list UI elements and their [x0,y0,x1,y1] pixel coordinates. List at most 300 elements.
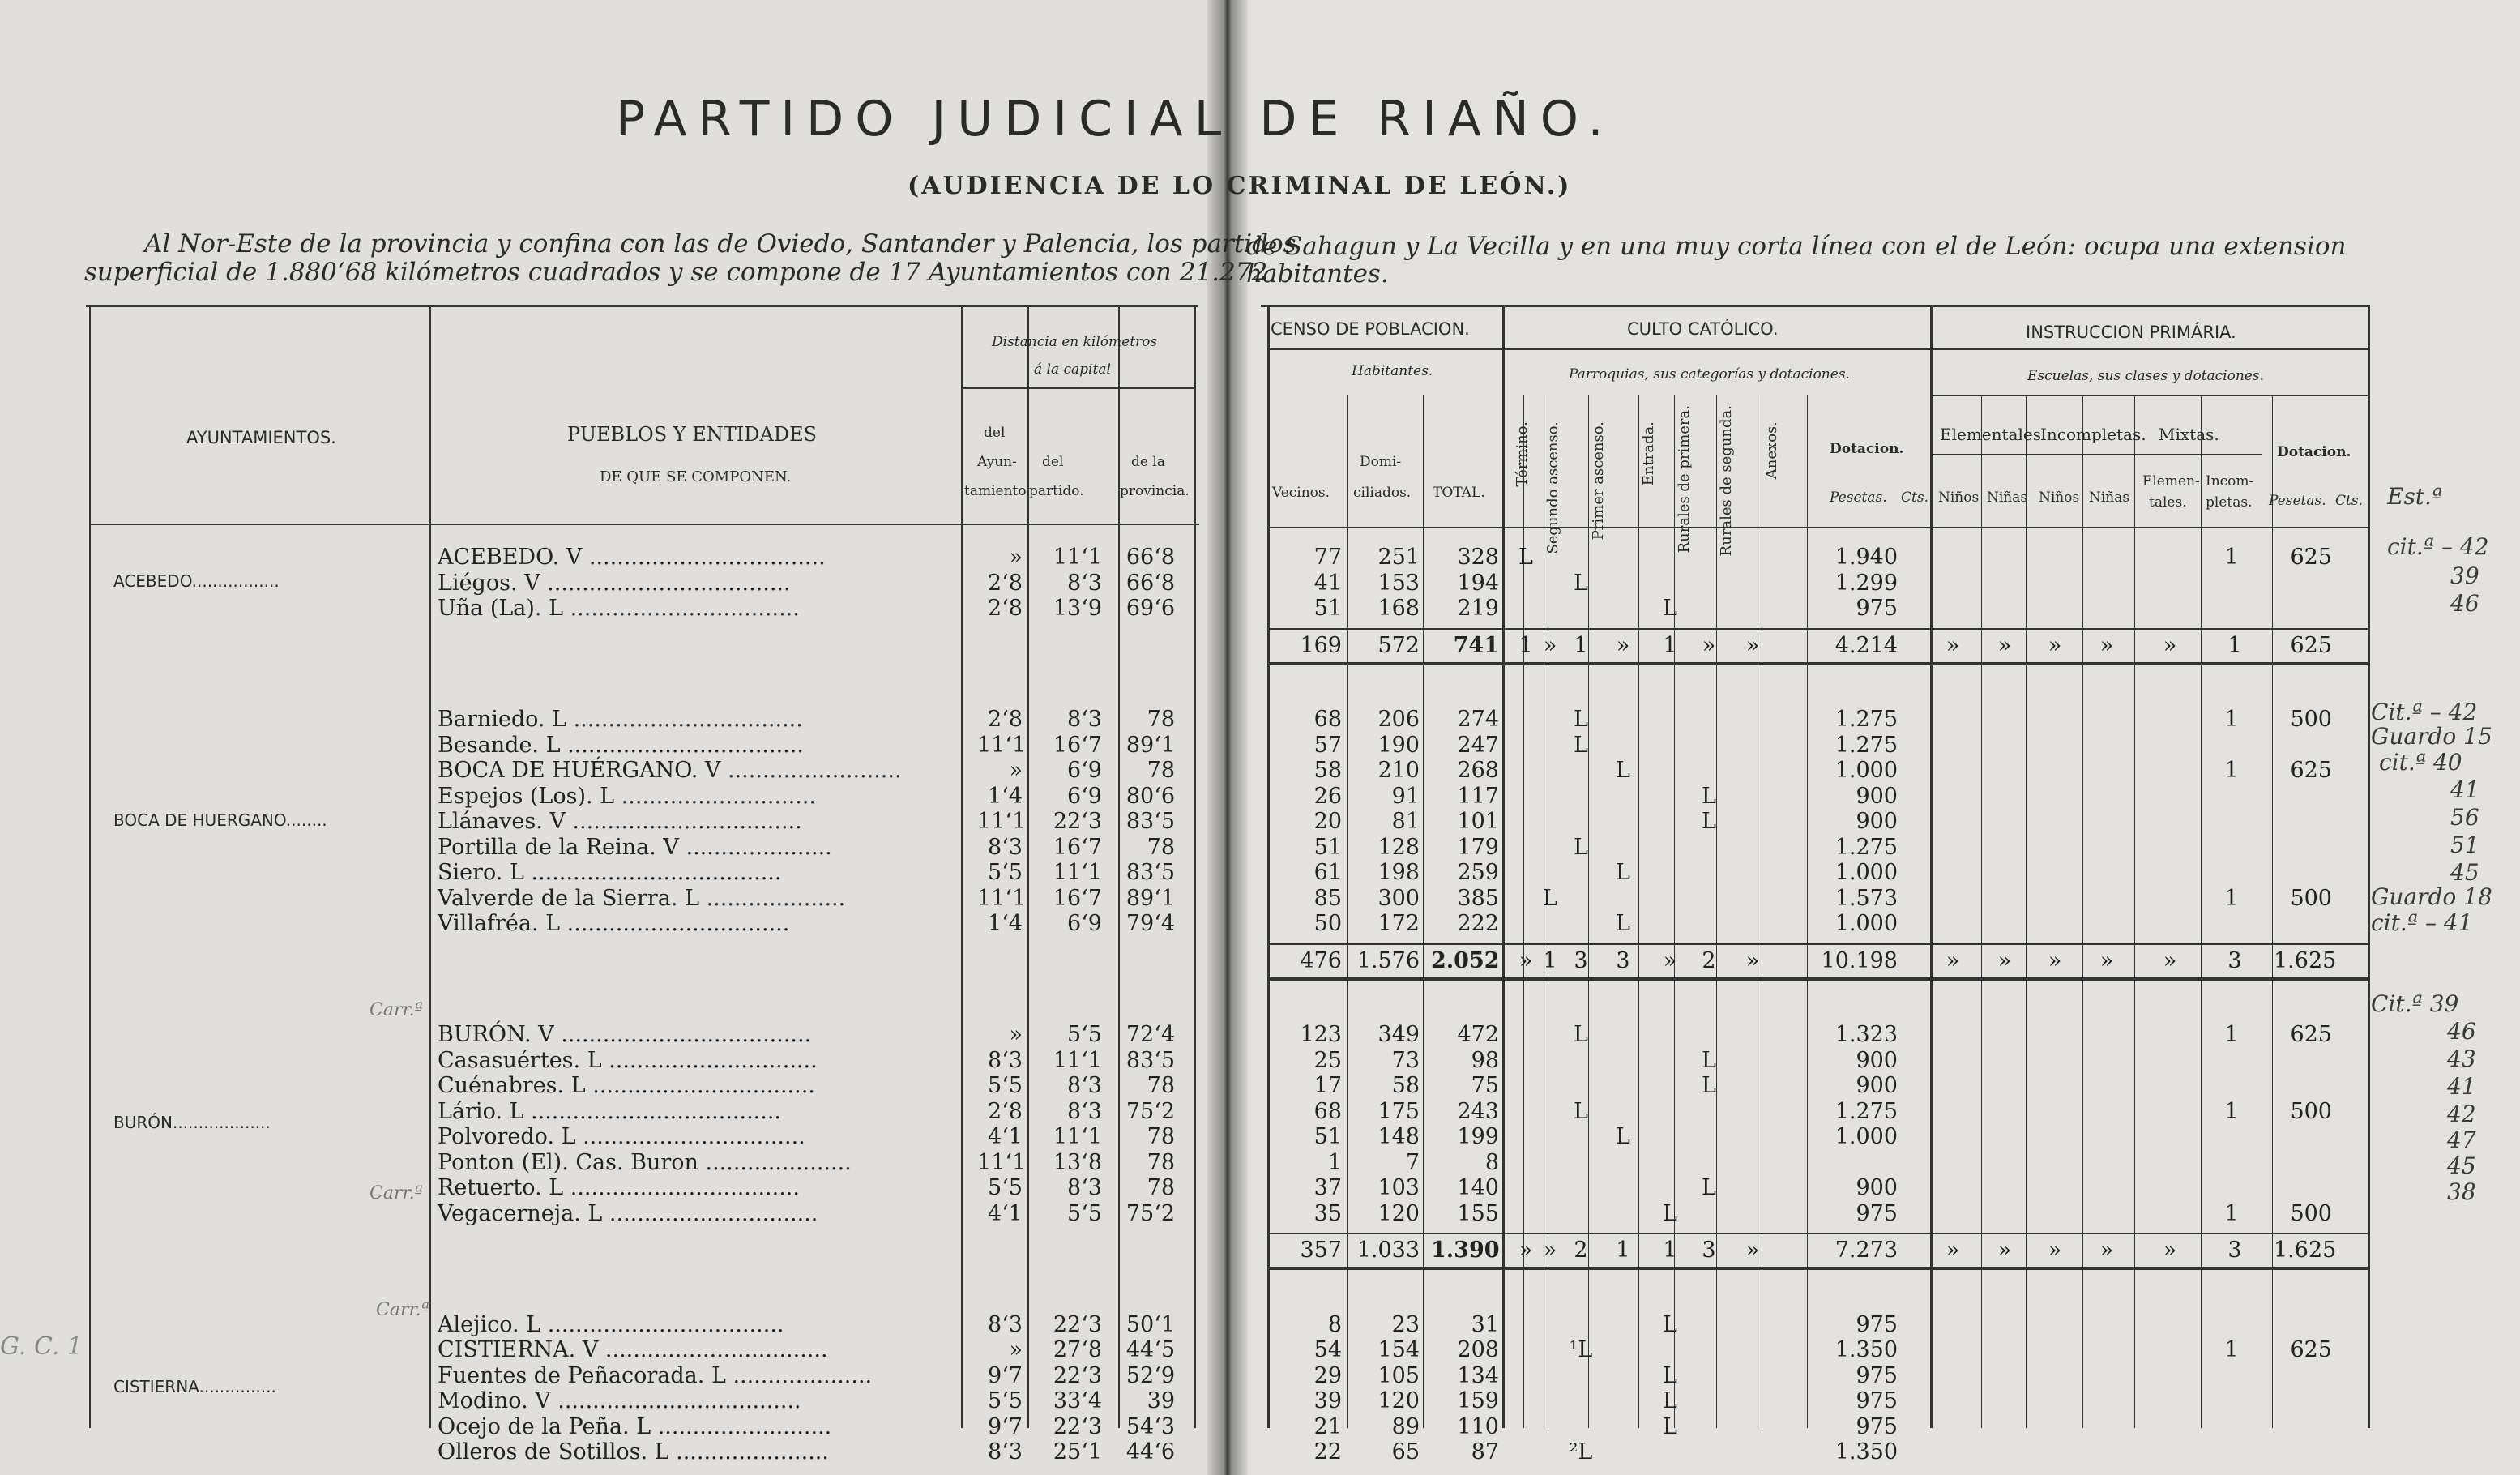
dist-ayuntamiento: 5‘5 [988,1073,1023,1098]
total-culto: 2 [1702,947,1716,973]
dist-partido: 5‘5 [1067,1022,1102,1047]
culto-mark: L [1702,1175,1716,1200]
total-culto: 3 [1574,947,1588,973]
intro-right-line-1: de Sahagun y La Vecilla y en una muy corta línea con el de León: ocupa una extension [1246,232,2347,261]
dist-provincia: 83‘5 [1125,809,1175,834]
total: 247 [1457,732,1499,758]
dist-ayuntamiento: 2‘8 [988,707,1023,732]
hand-note: Guardo 18 [2371,883,2492,910]
header-escuelas: Escuelas, sus clases y dotaciones. [2027,368,2264,384]
total-habitantes: 741 [1453,632,1499,658]
culto-mark: L [1616,860,1630,885]
rule-line [1027,305,1029,1428]
dist-provincia: 80‘6 [1125,783,1175,809]
domiciliados: 120 [1377,1388,1420,1413]
pueblo-name: BOCA DE HUÉRGANO. V ......................... [438,758,902,783]
hand-note: 39 [2450,562,2479,589]
rule-line [1347,395,1348,1428]
dist-provincia: 66‘8 [1125,570,1175,596]
pueblo-name: Liégos. V ................................... [438,570,791,596]
dist-ayuntamiento: 11‘1 [977,732,1027,758]
rule-line [1638,395,1639,1428]
dotacion-culto: 975 [1856,1388,1898,1413]
total-dotacion: 7.273 [1834,1238,1898,1263]
header-partido: partido. [1029,483,1084,499]
dist-provincia: 50‘1 [1125,1311,1175,1337]
total: 117 [1457,783,1499,809]
municipality-name: CISTIERNA............... [113,1377,276,1396]
hand-note: G. C. 1 [0,1332,83,1361]
total: 8 [1484,1149,1499,1175]
total-culto: 1 [1574,632,1588,658]
dotacion-culto: 1.275 [1834,707,1898,732]
vecinos: 68 [1313,707,1342,732]
hand-note: 42 [2447,1101,2476,1127]
pueblo-name: ACEBEDO. V .................................. [438,545,826,570]
dist-ayuntamiento: » [1009,1022,1023,1047]
total: 110 [1457,1413,1499,1439]
header-segundo: Segundo ascenso. [1544,421,1561,554]
total: 472 [1457,1022,1499,1047]
pueblo-name: Ponton (El). Cas. Buron ..................... [438,1149,852,1175]
total-escuelas: » [1946,632,1960,658]
dist-partido: 6‘9 [1067,911,1102,936]
pueblo-name: Lário. L .................................... [438,1098,781,1124]
total: 268 [1457,758,1499,783]
total-escuelas: » [1997,947,2012,973]
domiciliados: 91 [1391,783,1420,809]
rule-line [1674,395,1675,1428]
total-culto: 3 [1616,947,1630,973]
hand-note: 46 [2447,1018,2476,1045]
total-escuelas: » [2099,632,2114,658]
domiciliados: 103 [1377,1175,1420,1200]
domiciliados: 7 [1405,1149,1420,1175]
header-distancia: Distancia en kilómetros [992,334,1158,350]
pueblo-name: Olleros de Sotillos. L ...................... [438,1439,829,1464]
culto-mark: L [1663,1200,1677,1226]
dist-partido: 11‘1 [1053,1047,1102,1073]
vecinos: 51 [1313,1124,1342,1149]
total-culto: » [1745,632,1760,658]
culto-mark: L [1543,885,1557,911]
dist-ayuntamiento: 11‘1 [977,1149,1027,1175]
hand-note: Carr.ª [369,1000,424,1020]
domiciliados: 148 [1377,1124,1420,1149]
domiciliados: 81 [1391,809,1420,834]
culto-mark: L [1518,545,1533,570]
total-escuelas: » [2048,1238,2062,1263]
total-habitantes: 2.052 [1431,947,1500,973]
total: 199 [1457,1124,1499,1149]
culto-mark: L [1574,732,1588,758]
total-dotacion: 10.198 [1821,947,1898,973]
dist-provincia: 72‘4 [1125,1022,1175,1047]
rule-line [1807,395,1808,1428]
hand-note: 47 [2447,1127,2476,1153]
dist-provincia: 52‘9 [1125,1362,1175,1388]
dist-ayuntamiento: 1‘4 [988,783,1023,809]
header-tales: tales. [2149,494,2187,511]
total-escuelas: » [2099,947,2114,973]
total-escuelas: » [1946,1238,1960,1263]
escuela-mixta: 1 [2224,1022,2239,1047]
total-escuelas: » [2099,1238,2114,1263]
domiciliados: 175 [1377,1098,1420,1124]
dotacion-culto: 1.000 [1834,911,1898,936]
header-cts-2: Cts. [2335,493,2363,509]
hand-note: 43 [2447,1045,2476,1072]
pueblo-name: Fuentes de Peñacorada. L .................... [438,1362,873,1388]
dist-provincia: 44‘6 [1125,1439,1175,1464]
header-elementales: Elementales. [1940,425,2047,444]
total-escuelas: 3 [2227,1238,2242,1263]
dotacion-culto: 1.275 [1834,834,1898,860]
dist-ayuntamiento: » [1009,545,1023,570]
total: 385 [1457,885,1499,911]
domiciliados: 154 [1377,1337,1420,1362]
pueblo-name: Llánaves. V ................................. [438,809,802,834]
header-del-1: del [984,425,1006,441]
rule-line [2272,395,2273,1428]
intro-right-line-2: habitantes. [1246,259,1389,289]
culto-mark: L [1663,1311,1677,1337]
page-subtitle: (AUDIENCIA DE LO CRIMINAL DE LEÓN.) [908,172,1572,200]
domiciliados: 58 [1391,1073,1420,1098]
dotacion-culto: 1.350 [1834,1439,1898,1464]
page-title: PARTIDO JUDICIAL DE RIAÑO. [616,91,1615,148]
total-dotacion-escuela: 625 [2290,632,2332,658]
total-culto: » [1543,632,1557,658]
domiciliados: 190 [1377,732,1420,758]
dist-ayuntamiento: 5‘5 [988,1388,1023,1413]
rule-line [1118,305,1120,1428]
dotacion-culto: 900 [1856,783,1898,809]
dist-provincia: 44‘5 [1125,1337,1175,1362]
culto-mark: L [1663,1388,1677,1413]
total-dotacion-escuela: 1.625 [2274,947,2337,973]
total: 219 [1457,596,1499,621]
domiciliados: 172 [1377,911,1420,936]
culto-mark: L [1663,1413,1677,1439]
domiciliados: 23 [1391,1311,1420,1337]
culto-mark: L [1663,1362,1677,1388]
domiciliados: 128 [1377,834,1420,860]
rule-line [1930,305,1933,1428]
dotacion-escuela: 625 [2290,1337,2332,1362]
rule-line [2026,395,2027,1428]
dotacion-culto: 1.573 [1834,885,1898,911]
header-ninas-2: Niñas [2089,490,2130,506]
total: 87 [1471,1439,1499,1464]
dist-partido: 11‘1 [1053,1124,1102,1149]
header-ninos-1: Niños [1938,490,1980,506]
pueblo-name: BURÓN. V .................................... [438,1022,812,1047]
total: 179 [1457,834,1499,860]
header-ciliados: ciliados. [1353,485,1412,501]
dotacion-culto: 1.000 [1834,758,1898,783]
escuela-mixta: 1 [2224,885,2239,911]
header-primer: Primer ascenso. [1590,421,1607,541]
pueblo-name: Ocejo de la Peña. L ......................... [438,1413,832,1439]
rule-line [1267,305,1270,1428]
header-pletas: pletas. [2206,494,2253,511]
total-culto: 1 [1663,632,1677,658]
total-escuelas: » [2163,1238,2177,1263]
rule-line [961,305,963,1428]
dotacion-culto: 975 [1856,1311,1898,1337]
hand-note: cit.ª – 42 [2387,533,2489,560]
culto-mark: L [1702,1047,1716,1073]
rule-line [1267,348,2369,350]
dotacion-culto: 900 [1856,809,1898,834]
pueblo-name: Villafréa. L ................................ [438,911,790,936]
culto-mark: ²L [1569,1439,1593,1464]
header-pesetas: Pesetas. [1830,490,1887,506]
total-domiciliados: 1.576 [1356,947,1420,973]
dist-provincia: 83‘5 [1125,860,1175,885]
hand-note: 51 [2450,832,2479,858]
total: 222 [1457,911,1499,936]
pueblo-name: Casasuértes. L .............................. [438,1047,818,1073]
vecinos: 51 [1313,834,1342,860]
hand-note: 41 [2447,1073,2476,1100]
dist-provincia: 78 [1147,1149,1175,1175]
domiciliados: 210 [1377,758,1420,783]
dist-provincia: 66‘8 [1125,545,1175,570]
escuela-mixta: 1 [2224,758,2239,783]
dist-provincia: 69‘6 [1125,596,1175,621]
dotacion-culto: 975 [1856,596,1898,621]
dist-partido: 33‘4 [1053,1388,1102,1413]
dotacion-culto: 1.275 [1834,732,1898,758]
escuela-mixta: 1 [2224,1200,2239,1226]
rule-line [1930,454,2262,455]
pueblo-name: Siero. L .................................... [438,860,782,885]
header-tamiento: tamiento. [964,483,1031,499]
dist-partido: 16‘7 [1053,732,1102,758]
dist-ayuntamiento: 5‘5 [988,1175,1023,1200]
culto-mark: L [1574,570,1588,596]
hand-note: 56 [2450,804,2479,831]
dotacion-culto: 975 [1856,1362,1898,1388]
rule-line [1267,527,2369,528]
header-termino: Término. [1514,421,1531,487]
dist-partido: 8‘3 [1067,1098,1102,1124]
rule-line [429,305,431,1428]
hand-note: Cit.ª – 42 [2371,699,2478,725]
dist-ayuntamiento: 9‘7 [988,1413,1023,1439]
vecinos: 57 [1313,732,1342,758]
dist-partido: 25‘1 [1053,1439,1102,1464]
dist-ayuntamiento: 4‘1 [988,1124,1023,1149]
dotacion-culto: 1.323 [1834,1022,1898,1047]
pueblo-name: Retuerto. L ................................. [438,1175,800,1200]
vecinos: 77 [1313,545,1342,570]
pueblo-name: CISTIERNA. V ................................ [438,1337,828,1362]
vecinos: 35 [1313,1200,1342,1226]
header-del-2: del [1042,454,1064,470]
dist-provincia: 79‘4 [1125,911,1175,936]
dotacion-culto: 900 [1856,1175,1898,1200]
dist-provincia: 75‘2 [1125,1200,1175,1226]
hand-note: cit.ª 40 [2379,749,2462,776]
domiciliados: 168 [1377,596,1420,621]
vecinos: 39 [1313,1388,1342,1413]
pueblo-name: Barniedo. L ................................. [438,707,803,732]
total-culto: 1 [1543,947,1557,973]
total: 259 [1457,860,1499,885]
vecinos: 1 [1327,1149,1342,1175]
total: 194 [1457,570,1499,596]
rule-line [1716,395,1717,1428]
total: 328 [1457,545,1499,570]
dist-ayuntamiento: 8‘3 [988,1311,1023,1337]
escuela-mixta: 1 [2224,707,2239,732]
total-escuelas: » [1997,632,2012,658]
dist-partido: 11‘1 [1053,860,1102,885]
header-anexos: Anexos. [1763,421,1780,480]
intro-left-line-1: Al Nor-Este de la provincia y confina con las de Oviedo, Santander y Palencia, los partidos [144,229,1296,259]
dist-partido: 22‘3 [1053,809,1102,834]
header-cts: Cts. [1901,490,1928,506]
hand-note: 45 [2450,859,2479,886]
header-rurales-2: Rurales de segunda. [1718,405,1735,557]
rule-line [1588,395,1589,1428]
culto-mark: L [1702,1073,1716,1098]
dist-partido: 22‘3 [1053,1311,1102,1337]
dist-partido: 6‘9 [1067,758,1102,783]
dist-provincia: 75‘2 [1125,1098,1175,1124]
header-elem: Elemen- [2142,473,2200,490]
dist-ayuntamiento: 9‘7 [988,1362,1023,1388]
dist-ayuntamiento: 11‘1 [977,885,1027,911]
dist-ayuntamiento: 4‘1 [988,1200,1023,1226]
total-escuelas: » [2163,947,2177,973]
total-dotacion: 4.214 [1834,632,1898,658]
rule-line [2134,395,2135,1428]
header-habitantes: Habitantes. [1352,363,1433,379]
vecinos: 22 [1313,1439,1342,1464]
header-pesetas-2: Pesetas. [2269,493,2326,509]
municipality-name: ACEBEDO................. [113,571,280,592]
rule-line [961,387,1196,389]
domiciliados: 300 [1377,885,1420,911]
header-incom: Incom- [2206,473,2254,490]
header-ninos-2: Niños [2039,490,2080,506]
vecinos: 26 [1313,783,1342,809]
escuela-mixta: 1 [2224,545,2239,570]
total-culto: » [1518,947,1533,973]
vecinos: 58 [1313,758,1342,783]
hand-note: Est.ª [2387,483,2443,510]
vecinos: 54 [1313,1337,1342,1362]
culto-mark: L [1574,1098,1588,1124]
culto-mark: L [1616,1124,1630,1149]
dotacion-culto: 1.940 [1834,545,1898,570]
dist-partido: 16‘7 [1053,834,1102,860]
vecinos: 8 [1327,1311,1342,1337]
domiciliados: 349 [1377,1022,1420,1047]
hand-note: 46 [2450,590,2479,617]
header-rurales-1: Rurales de primera. [1676,405,1693,554]
total-culto: » [1663,947,1677,973]
dist-provincia: 54‘3 [1125,1413,1175,1439]
total-culto: » [1745,1238,1760,1263]
dotacion-culto: 975 [1856,1200,1898,1226]
dist-provincia: 78 [1147,707,1175,732]
rule-line [1261,305,2369,307]
dist-partido: 22‘3 [1053,1362,1102,1388]
total-escuelas: » [2163,632,2177,658]
dist-provincia: 78 [1147,758,1175,783]
domiciliados: 65 [1391,1439,1420,1464]
rule-line [86,305,1198,307]
book-gutter [1207,0,1248,1475]
rule-line [1267,662,2369,665]
header-ninas-1: Niñas [1987,490,2028,506]
header-total: TOTAL. [1433,485,1485,501]
vecinos: 25 [1313,1047,1342,1073]
hand-note: Carr.ª [369,1183,424,1204]
dist-partido: 13‘8 [1053,1149,1102,1175]
header-ayuntamientos: AYUNTAMIENTOS. [186,428,336,447]
domiciliados: 105 [1377,1362,1420,1388]
dotacion-escuela: 500 [2290,1098,2332,1124]
hand-note: 45 [2447,1152,2476,1179]
pueblo-name: Espejos (Los). L ............................ [438,783,816,809]
domiciliados: 206 [1377,707,1420,732]
rule-line [89,305,91,1428]
dotacion-culto: 1.000 [1834,1124,1898,1149]
escuela-mixta: 1 [2224,1337,2239,1362]
dotacion-culto: 1.275 [1834,1098,1898,1124]
total-escuelas: » [1997,1238,2012,1263]
vecinos: 51 [1313,596,1342,621]
dotacion-culto: 975 [1856,1413,1898,1439]
total-dotacion-escuela: 1.625 [2274,1238,2337,1263]
domiciliados: 198 [1377,860,1420,885]
pueblo-name: Besande. L .................................. [438,732,804,758]
hand-note: 41 [2450,776,2479,803]
total: 140 [1457,1175,1499,1200]
header-pueblos: PUEBLOS Y ENTIDADES [567,423,818,446]
dist-provincia: 89‘1 [1125,885,1175,911]
total-culto: 1 [1616,1238,1630,1263]
header-pueblos-sub: DE QUE SE COMPONEN. [600,468,792,485]
dist-provincia: 78 [1147,1175,1175,1200]
culto-mark: L [1663,596,1677,621]
total-domiciliados: 572 [1377,632,1420,658]
hand-note: 38 [2447,1178,2476,1205]
header-provincia: provincia. [1120,483,1190,499]
dotacion-escuela: 625 [2290,758,2332,783]
municipality-name: BURÓN................... [113,1113,271,1132]
total: 98 [1471,1047,1499,1073]
total-escuelas: 3 [2227,947,2242,973]
dotacion-escuela: 625 [2290,545,2332,570]
total-culto: 1 [1663,1238,1677,1263]
culto-mark: L [1616,911,1630,936]
culto-mark: L [1574,707,1588,732]
header-domi: Domi- [1360,454,1402,470]
rule-line [1267,977,2369,981]
dist-partido: 11‘1 [1053,545,1102,570]
dist-partido: 6‘9 [1067,783,1102,809]
dist-provincia: 78 [1147,1124,1175,1149]
header-parroquias: Parroquias, sus categorías y dotaciones. [1569,366,1850,383]
pueblo-name: Polvoredo. L ................................ [438,1124,805,1149]
